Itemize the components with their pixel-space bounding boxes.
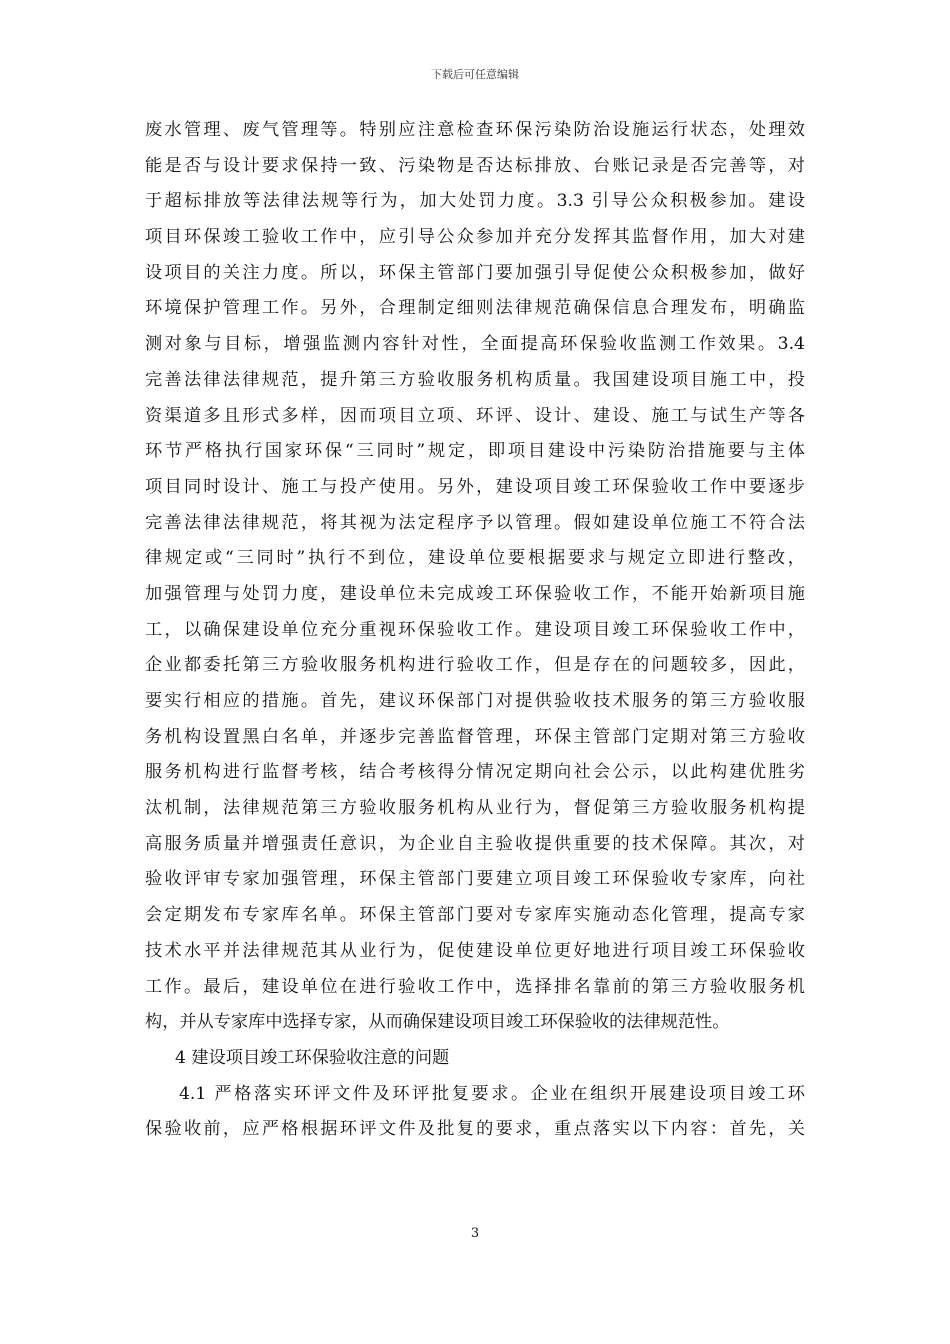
text-line: 企业都委托第三方验收服务机构进行验收工作，但是存在的问题较多，因此， [145, 655, 805, 676]
text-line: 废水管理、废气管理等。特别应注意检查环保污染防治设施运行状态，处理效 [145, 120, 805, 140]
page-number: 3 [470, 1226, 480, 1241]
text-line: 完善法律法律规范，提升第三方验收服务机构质量。我国建设项目施工中，投 [145, 369, 805, 390]
text-line: 汰机制，法律规范第三方验收服务机构从业行为，督促第三方验收服务机构提 [145, 798, 805, 819]
text-line: 环境保护管理工作。另外，合理制定细则法律规范确保信息合理发布，明确监 [145, 298, 805, 319]
text-line: 能是否与设计要求保持一致、污染物是否达标排放、台账记录是否完善等，对 [145, 155, 805, 176]
text-line: 加强管理与处罚力度，建设单位未完成竣工环保验收工作，不能开始新项目施 [145, 583, 805, 604]
text-line: 项目同时设计、施工与投产使用。另外，建设项目竣工环保验收工作中要逐步 [145, 476, 805, 497]
text-line: 设项目的关注力度。所以，环保主管部门要加强引导促使公众积极参加，做好 [145, 262, 805, 283]
text-line: 环节严格执行国家环保“三同时”规定，即项目建设中污染防治措施要与主体 [145, 441, 805, 462]
text-line: 完善法律法律规范，将其视为法定程序予以管理。假如建设单位施工不符合法 [145, 512, 805, 533]
text-line: 要实行相应的措施。首先，建议环保部门对提供验收技术服务的第三方验收服 [145, 691, 805, 711]
text-line: 务机构设置黑白名单，并逐步完善监督管理，环保主管部门定期对第三方验收 [145, 726, 805, 747]
text-line: 技术水平并法律规范其从业行为，促使建设单位更好地进行项目竣工环保验收 [145, 940, 805, 961]
text-line: 高服务质量并增强责任意识，为企业自主验收提供重要的技术保障。其次，对 [145, 833, 805, 854]
page-header-note: 下载后可任意编辑 [431, 68, 519, 81]
text-line: 保验收前，应严格根据环评文件及批复的要求，重点落实以下内容：首先，关 [145, 1119, 805, 1140]
text-line: 验收评审专家加强管理，环保主管部门要建立项目竣工环保验收专家库，向社 [145, 869, 805, 890]
text-line: 工作。最后，建设单位在进行验收工作中，选择排名靠前的第三方验收服务机 [145, 976, 805, 997]
paragraph-main [145, 113, 805, 1041]
text-line: 4.1 严格落实环评文件及环评批复要求。企业在组织开展建设项目竣工环 [179, 1083, 805, 1104]
text-line: 服务机构进行监督考核，结合考核得分情况定期向社会公示，以此构建优胜劣 [145, 762, 805, 783]
text-line: 项目环保竣工验收工作中，应引导公众参加并充分发挥其监督作用，加大对建 [145, 227, 805, 248]
text-line: 律规定或“三同时”执行不到位，建设单位要根据要求与规定立即进行整改， [145, 548, 805, 569]
paragraph-next [145, 1077, 805, 1148]
text-line: 会定期发布专家库名单。环保主管部门要对专家库实施动态化管理，提高专家 [145, 905, 805, 926]
text-line: 构，并从专家库中选择专家，从而确保建设项目竣工环保验收的法律规范性。 [145, 1012, 730, 1033]
text-line: 于超标排放等法律法规等行为，加大处罚力度。3.3 引导公众积极参加。建设 [145, 191, 805, 212]
document-body [145, 113, 805, 1148]
section-heading: 4 建设项目竣工环保验收注意的问题 [175, 1047, 450, 1068]
text-line: 工，以确保建设单位充分重视环保验收工作。建设项目竣工环保验收工作中， [145, 619, 805, 640]
text-line: 测对象与目标，增强监测内容针对性，全面提高环保验收监测工作效果。3.4 [145, 334, 805, 355]
text-line: 资渠道多且形式多样，因而项目立项、环评、设计、建设、施工与试生产等各 [145, 405, 805, 426]
